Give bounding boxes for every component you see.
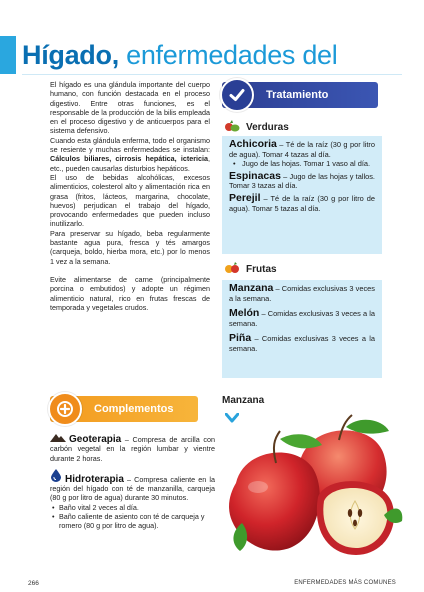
fruits-card [222, 280, 382, 378]
complements-header [50, 396, 198, 422]
fruit-name: Melón [229, 307, 260, 320]
intro-paragraph-3: El uso de bebidas alcohólicas, excesos alimenticios, colesterol alto y alimentación rica en grasa (fritos, lácteos, margarina, chocolate, huevos) perjudican el trabajo del hígado, provocando enfermedades que pueden incluso inutilizarlo. [50, 172, 210, 229]
fruit-text: – Comidas exclusivas 3 veces a la semana. [229, 284, 375, 303]
apple-photo [214, 405, 404, 560]
hydrotherapy-block [50, 469, 215, 531]
vegetables-card [222, 136, 382, 254]
fruits-heading [224, 262, 277, 277]
hydrotherapy-heading [50, 469, 124, 484]
intro-p2-text: Cuando esta glándula enferma, todo el organismo se resiente y muchas enfermedades se instalan: [50, 135, 210, 155]
image-caption: Manzana [222, 395, 265, 406]
vegetable-item-perejil [229, 191, 375, 213]
vegetable-name: Perejil [229, 191, 261, 204]
treatment-header [222, 82, 378, 108]
hydrotherapy-text: – Compresa caliente en la región del hígado con té de manzanilla, carqueja (80 g por litro de agua) durante 30 minutos. [50, 474, 215, 503]
title-divider [22, 74, 402, 75]
intro-paragraph-1: El hígado es una glándula importante del cuerpo humano, con función destacada en el proceso digestivo. Entre otras funciones, es el responsable de la producción de la bilis empleada en el proceso digestivo y de anticuerpos para el sistema defensivo. [50, 80, 210, 136]
complements-section [50, 432, 215, 531]
vegetable-text: – Té de la raíz (30 g por litro de agua). Tomar 4 tazas al día. [229, 140, 375, 159]
vegetable-name: Achicoria [229, 138, 277, 150]
vegetable-text: – Jugo de las hojas y tallos. Tomar 3 tazas al día. [229, 171, 375, 191]
intro-paragraph-5: Evite alimentarse de carne (principalmente porcina o embutidos) y adopte un régimen alimenticio natural, rico en frutas frescas de temporada y vegetales crudos. [50, 274, 210, 312]
geotherapy-heading [50, 432, 121, 444]
running-footer: ENFERMEDADES MÁS COMUNES [294, 580, 396, 586]
vegetables-heading [224, 120, 289, 135]
treatment-label: Tratamiento [266, 89, 329, 101]
fruit-item-manzana [229, 284, 375, 303]
intro-p2-diseases: Cálculos biliares, cirrosis hepática, ictericia [50, 154, 208, 164]
geotherapy-text: – Compresa de arcilla con carbón vegetal en la región lumbar y vientre durante 2 horas. [50, 435, 215, 463]
fruit-text: – Comidas exclusivas 3 veces a la semana. [229, 309, 375, 328]
hydrotherapy-bullet: • Baño vital 2 veces al día. [50, 503, 215, 512]
complements-label: Complementos [94, 403, 174, 415]
fruit-name: Piña [229, 332, 252, 345]
geotherapy-block [50, 432, 215, 463]
water-drop-icon [50, 469, 62, 484]
hydrotherapy-name: Hidroterapia [65, 473, 124, 485]
title-accent-bar [0, 36, 16, 74]
vegetable-bullet: • Jugo de las hojas. Tomar 1 vaso al día. [233, 159, 375, 169]
geotherapy-name: Geoterapia [69, 434, 122, 445]
fruits-icon [224, 262, 240, 277]
page-title-bold: Hígado, [22, 40, 119, 70]
fruit-item-pina [229, 334, 375, 353]
mountain-icon [50, 432, 66, 444]
fruits-label: Frutas [246, 264, 277, 275]
page-title [22, 38, 337, 72]
intro-column [50, 80, 210, 312]
checkmark-icon [220, 78, 254, 112]
fruit-name: Manzana [229, 282, 274, 294]
hydrotherapy-bullet: • Baño caliente de asiento con té de carqueja y romero (80 g por litro de agua). [50, 512, 215, 531]
intro-paragraph-4: Para preservar su hígado, beba regularmente bastante agua pura, fresca y tés amargos (carqueja, boldo, hierba mora, etc.) por lo menos 1 vez a la semana. [50, 228, 210, 266]
vegetable-item-achicoria [229, 140, 375, 169]
page-number: 266 [28, 580, 39, 587]
intro-p2-tail: , etc., pueden causarlas disturbios hepáticos. [50, 154, 210, 173]
plus-icon [48, 392, 82, 426]
vegetable-text: – Té de la raíz (30 g por litro de agua). Tomar 5 tazas al día. [229, 193, 375, 213]
page-title-light: enfermedades del [126, 40, 338, 70]
vegetables-label: Verduras [246, 122, 289, 133]
fruit-item-melon [229, 309, 375, 328]
intro-paragraph-2 [50, 136, 210, 173]
vegetable-item-espinacas [229, 169, 375, 191]
fruit-text: – Comidas exclusivas 3 veces a la semana. [229, 334, 375, 353]
vegetable-name: Espinacas [229, 169, 281, 182]
vegetables-icon [224, 120, 240, 135]
